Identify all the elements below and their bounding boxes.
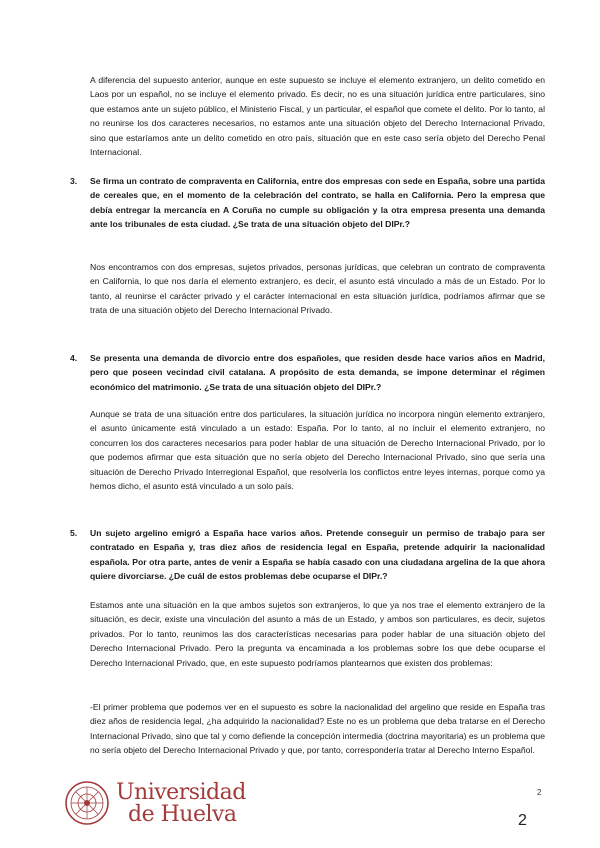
answer-4-text: Aunque se trata de una situación entre dos particulares, la situación jurídica no incorpora ningún elemento extranjero, el asunto únicamente está vinculado a un estado: España. Por lo tanto, al no incluir el elemento extranjero, no concurren los dos caracteres necesarios para poder hablar de una situación de Derecho Internacional Privado, por lo que podemos afirmar que esta situación que no sería objeto del Derecho Internacional Privado, sino que sería una situación de Derecho Privado Interregional Español, que resolvería los conflictos entre leyes internas, porque como ya hemos dicho, el asunto está vinculado a un solo país. — [90, 409, 545, 492]
answer-5-text: Estamos ante una situación en la que ambos sujetos son extranjeros, lo que ya nos trae el elemento extranjero de la situación, es decir, existe una vinculación del asunto a más de un Estado, y ambos son particulares, es decir, sujetos privados. Por lo tanto, reunimos las dos características necesarias para poder hablar de una situación objeto del Derecho Internacional Privado. Pero la pregunta va encaminada a los problemas sobre los que debe ocuparse el Derecho Internacional Privado, que, en este supuesto podríamos plantearnos que existen dos problemas: — [90, 600, 545, 668]
question-5-text: Un sujeto argelino emigró a España hace varios años. Pretende conseguir un permiso de trabajo para ser contratado en España y, tras diez años de residencia legal en España, pretende adquirir la nacionalidad española. Por otra parte, antes de venir a España se había casado con una ciudadana argelina de la que ahora quiere divorciarse. ¿De cuál de estos problemas debe ocuparse el DIPr.? — [90, 528, 545, 582]
logo-text-de-huelva: de Huelva — [128, 802, 237, 827]
university-logo — [64, 780, 284, 830]
answer-5-point: -El primer problema que podemos ver en el supuesto es sobre la nacionalidad del argelino que reside en España tras diez años de residencia legal, ¿ha adquirido la nacionalidad? Este no es un problema que deba tratarse en el Derecho Internacional Privado, sino que tal y como defiende la concepción intermedia (doctrina mayoritaria) es un problema que no sería objeto del Derecho Internacional Privado y que, por tanto, correspondería tratar al Derecho Interno Español. — [90, 702, 545, 756]
logo-text-universidad: Universidad — [116, 780, 246, 805]
question-4-number: 4. — [70, 353, 78, 363]
answer-3-text: Nos encontramos con dos empresas, sujetos privados, personas jurídicas, que celebran un contrato de compraventa en California, lo que nos daría el elemento extranjero, es decir, el asunto está vinculado a más de un Estado. Por lo tanto, al reunirse el carácter privado y el carácter internacional en esta situación jurídica, podríamos afirmar que se trata de una situación objeto del Derecho Internacional Privado. — [90, 262, 545, 316]
page-number-large: 2 — [518, 812, 527, 829]
question-4-text: Se presenta una demanda de divorcio entre dos españoles, que residen desde hace varios años en Madrid, pero que poseen vecindad civil catalana. A propósito de esta demanda, se impone determinar el régimen económico del matrimonio. ¿Se trata de una situación objeto del DIPr.? — [90, 353, 545, 392]
question-3-text: Se firma un contrato de compraventa en California, entre dos empresas con sede en España, sobre una partida de cereales que, en el momento de la celebración del contrato, se halla en California. Pero la empresa que debía entregar la mercancía en A Coruña no cumple su obligación y la otra empresa presenta una demanda ante los tribunales de esta ciudad. ¿Se trata de una situación objeto del DIPr.? — [90, 176, 545, 230]
question-5-number: 5. — [70, 528, 78, 538]
page-number-small: 2 — [537, 788, 542, 797]
question-3-number: 3. — [70, 176, 78, 186]
intro-paragraph: A diferencia del supuesto anterior, aunque en este supuesto se incluye el elemento extranjero, un delito cometido en Laos por un español, no se incluye el elemento privado. Es decir, no es una situación jurídica entre particulares, sino que estamos ante un sujeto público, el Ministerio Fiscal, y un particular, el español que comete el delito. Por lo tanto, al no reunirse los dos caracteres necesarios, no estamos ante una situación objeto del Derecho Internacional Privado, sino que estaríamos ante un delito cometido en otro país, situación que en este caso sería objeto del Derecho Penal Internacional. — [90, 75, 545, 158]
university-seal-icon — [64, 780, 110, 826]
